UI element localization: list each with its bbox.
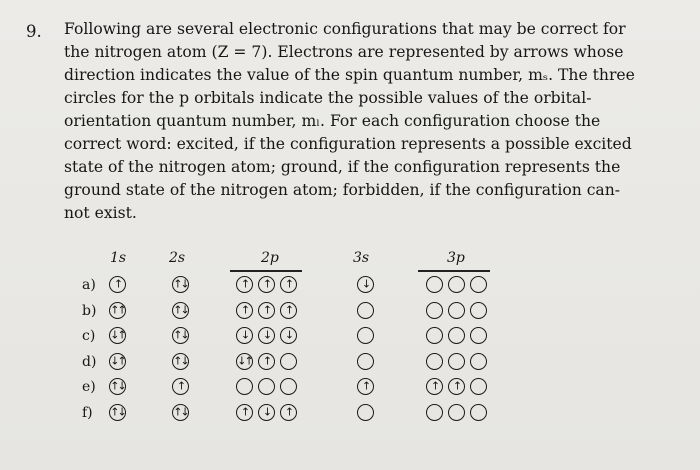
orbital-3s [357,404,374,421]
electron-arrows: ↑ [113,277,122,291]
electron-arrows: ↑ [240,303,249,316]
electron-arrows: ↑↓ [173,354,188,367]
orbital-1s [109,353,126,370]
electron-arrows: ↑ [176,379,185,393]
row-label: c) [82,328,96,344]
orbital-3p [448,327,465,344]
orbital-2p [236,327,253,344]
orbital-2s [172,327,189,344]
orbital-1s [109,404,126,421]
orbital-3p [448,378,465,395]
electron-arrows: ↑ [262,303,271,316]
orbital-2p [258,302,275,319]
orbital-2p [236,276,253,293]
orbital-2p [258,353,275,370]
orbital-1s [109,302,126,319]
orbital-3p [426,327,443,344]
header-2p: 2p [261,250,279,266]
orbital-3p [470,378,487,395]
orbital-2s [172,302,189,319]
orbital-2p [280,404,297,421]
question-line: ground state of the nitrogen atom; forbidden, if the configuration can- [64,181,621,199]
orbital-3s [357,378,374,395]
electron-arrows: ↑↓ [173,303,188,316]
orbital-3p [426,302,443,319]
orbital-2s [172,378,189,395]
electron-arrows: ↑↓ [173,277,188,291]
electron-arrows: ↓ [262,405,271,418]
header-3p-underline [418,270,490,272]
question-line: state of the nitrogen atom; ground, if the configuration represents the [64,158,621,176]
electron-arrows: ↑ [240,277,249,291]
orbital-3p [448,276,465,293]
orbital-3p [470,404,487,421]
question-line: circles for the p orbitals indicate the possible values of the orbital- [64,89,592,107]
question-line: not exist. [64,204,137,222]
orbital-2p [258,276,275,293]
orbital-2p [258,404,275,421]
electron-arrows: ↑ [240,405,249,418]
electron-arrows: ↑ [284,405,293,418]
electron-arrows: ↑ [284,277,293,291]
electron-arrows: ↑ [361,379,370,393]
orbital-3p [470,276,487,293]
orbital-2s [172,353,189,370]
orbital-3p [448,353,465,370]
electron-arrows: ↑ [284,303,293,316]
orbital-3p [426,276,443,293]
electron-arrows: ↑ [430,379,439,393]
header-3p: 3p [447,250,465,266]
orbital-2s [172,276,189,293]
orbital-3s [357,327,374,344]
orbital-3s [357,302,374,319]
header-3s: 3s [353,250,370,266]
orbital-3s [357,276,374,293]
electron-arrows: ↓↑ [110,354,125,367]
orbital-1s [109,378,126,395]
electron-arrows: ↑↑ [110,303,125,316]
electron-arrows: ↓↑ [110,328,125,342]
row-label: e) [82,379,96,395]
row-label: f) [82,404,93,421]
electron-arrows: ↓ [262,328,271,342]
electron-arrows: ↑ [452,379,461,393]
orbital-3s [357,353,374,370]
electron-arrows: ↑↓ [173,328,188,342]
question-line: orientation quantum number, mₗ. For each configuration choose the [64,112,601,130]
orbital-3p [426,353,443,370]
orbital-2p [258,327,275,344]
row-label: a) [82,277,96,293]
electron-arrows: ↓↑ [237,354,252,367]
orbital-2p [236,353,253,370]
row-label: b) [82,302,97,319]
orbital-1s [109,276,126,293]
header-2s: 2s [169,250,186,266]
orbital-2p [280,378,297,395]
orbital-3p [470,302,487,319]
orbital-2p [280,327,297,344]
question-line: correct word: excited, if the configuration represents a possible excited [64,135,632,153]
orbital-2p [280,302,297,319]
row-label: d) [82,353,97,370]
header-2p-underline [230,270,302,272]
question-line: direction indicates the value of the spin quantum number, mₛ. The three [64,66,635,84]
question-number: 9. [26,22,42,41]
orbital-3p [426,378,443,395]
orbital-2p [280,276,297,293]
electron-arrows: ↑↓ [173,405,188,418]
electron-arrows: ↑ [262,277,271,291]
orbital-3p [448,404,465,421]
orbital-3p [470,327,487,344]
orbital-3p [470,353,487,370]
electron-arrows: ↑↓ [110,405,125,418]
orbital-2p [236,378,253,395]
orbital-2s [172,404,189,421]
electron-arrows: ↑ [262,354,271,367]
orbital-2p [236,302,253,319]
question-line: the nitrogen atom (Z = 7). Electrons are represented by arrows whose [64,43,624,61]
orbital-1s [109,327,126,344]
electron-arrows: ↓ [361,277,370,291]
orbital-2p [236,404,253,421]
orbital-2p [280,353,297,370]
electron-arrows: ↓ [284,328,293,342]
question-line: Following are several electronic configurations that may be correct for [64,20,626,38]
orbital-2p [258,378,275,395]
orbital-3p [426,404,443,421]
electron-arrows: ↑↓ [110,379,125,393]
orbital-3p [448,302,465,319]
header-1s: 1s [110,250,127,266]
electron-arrows: ↓ [240,328,249,342]
